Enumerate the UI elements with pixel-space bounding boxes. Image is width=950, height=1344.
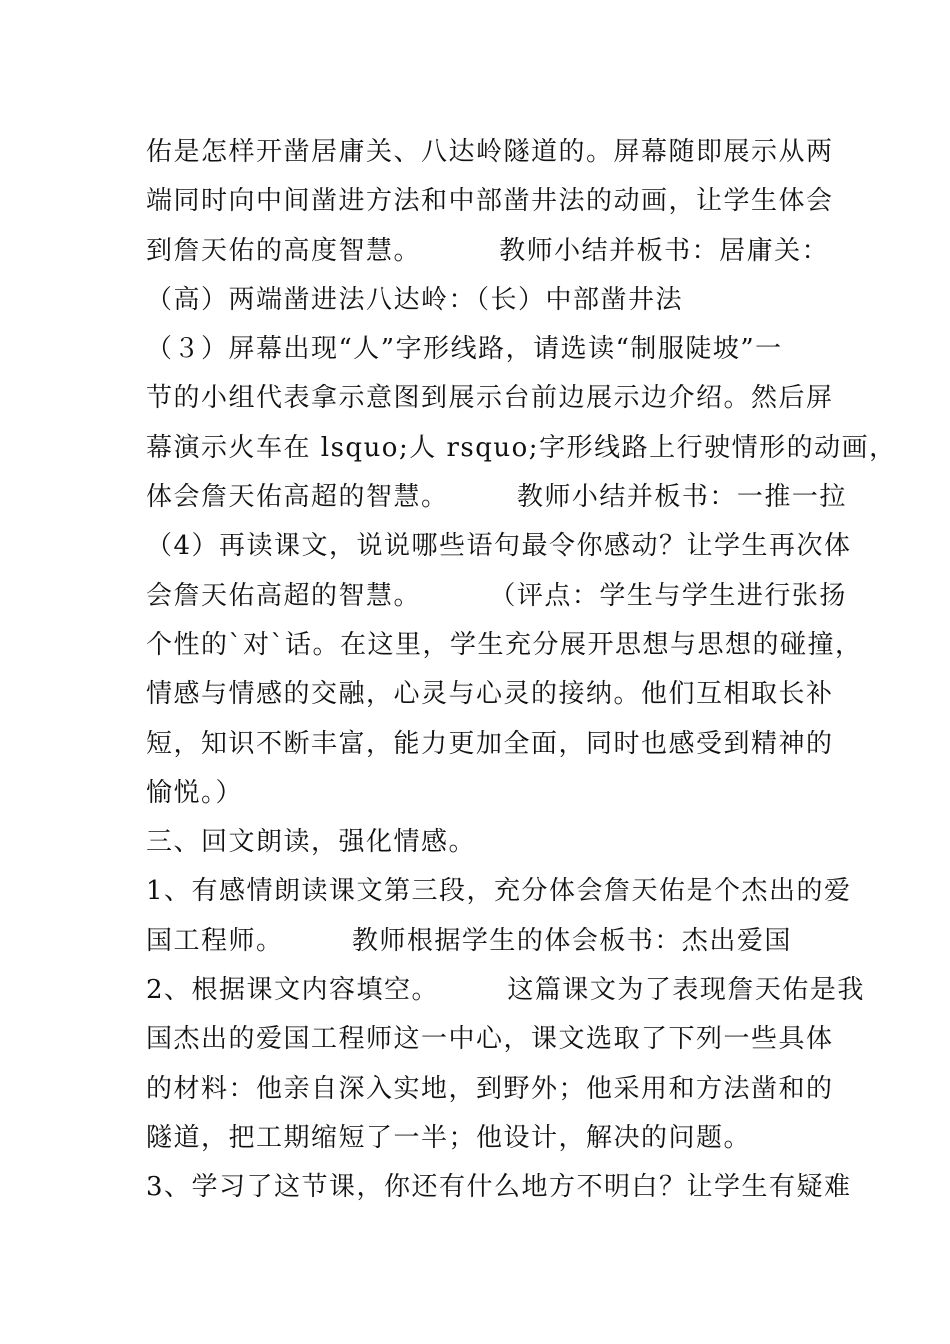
text-line: 个性的`对`话。在这里，学生充分展开思想与思想的碰撞， [146,629,863,660]
text-line: 愉悦。） [146,777,244,808]
text-line: 的材料：他亲自深入实地，到野外；他采用和方法凿和的 [146,1073,834,1104]
text-line: 国工程师。 教师根据学生的体会板书：杰出爱国 [146,925,792,956]
text-line: 隧道，把工期缩短了一半；他设计，解决的问题。 [146,1122,752,1153]
text-line: （4）再读课文，说说哪些语句最令你感动？让学生再次体 [146,531,852,562]
text-line: 幕演示火车在 lsquo;人 rsquo;字形线路上行驶情形的动画， [146,432,897,463]
text-line: 2、根据课文内容填空。 这篇课文为了表现詹天佑是我 [146,975,865,1006]
document-body [146,128,897,1213]
section-heading: 三、回文朗读，强化情感。 [146,827,477,858]
text-line: 节的小组代表拿示意图到展示台前边展示边介绍。然后屏 [146,383,834,414]
text-line: 体会詹天佑高超的智慧。 教师小结并板书：一推一拉 [146,482,847,513]
text-line: 到詹天佑的高度智慧。 教师小结并板书：居庸关： [146,235,830,266]
text-line: 国杰出的爱国工程师这一中心，课文选取了下列一些具体 [146,1024,834,1055]
text-line: 佑是怎样开凿居庸关、八达岭隧道的。屏幕随即展示从两 [146,137,834,167]
text-line: （３）屏幕出现“人”字形线路，请选读“制服陡坡”一 [146,334,783,365]
text-line: 会詹天佑高超的智慧。 （评点：学生与学生进行张扬 [146,580,847,611]
text-line: （高）两端凿进法八达岭：（长）中部凿井法 [146,284,684,315]
text-line: 1、有感情朗读课文第三段，充分体会詹天佑是个杰出的爱 [146,876,852,907]
text-line: 端同时向中间凿进方法和中部凿井法的动画，让学生体会 [146,186,834,217]
text-line: 3、学习了这节课，你还有什么地方不明白？让学生有疑难 [146,1172,852,1203]
text-line: 短，知识不断丰富，能力更加全面，同时也感受到精神的 [146,728,834,759]
text-line: 情感与情感的交融，心灵与心灵的接纳。他们互相取长补 [146,679,834,710]
